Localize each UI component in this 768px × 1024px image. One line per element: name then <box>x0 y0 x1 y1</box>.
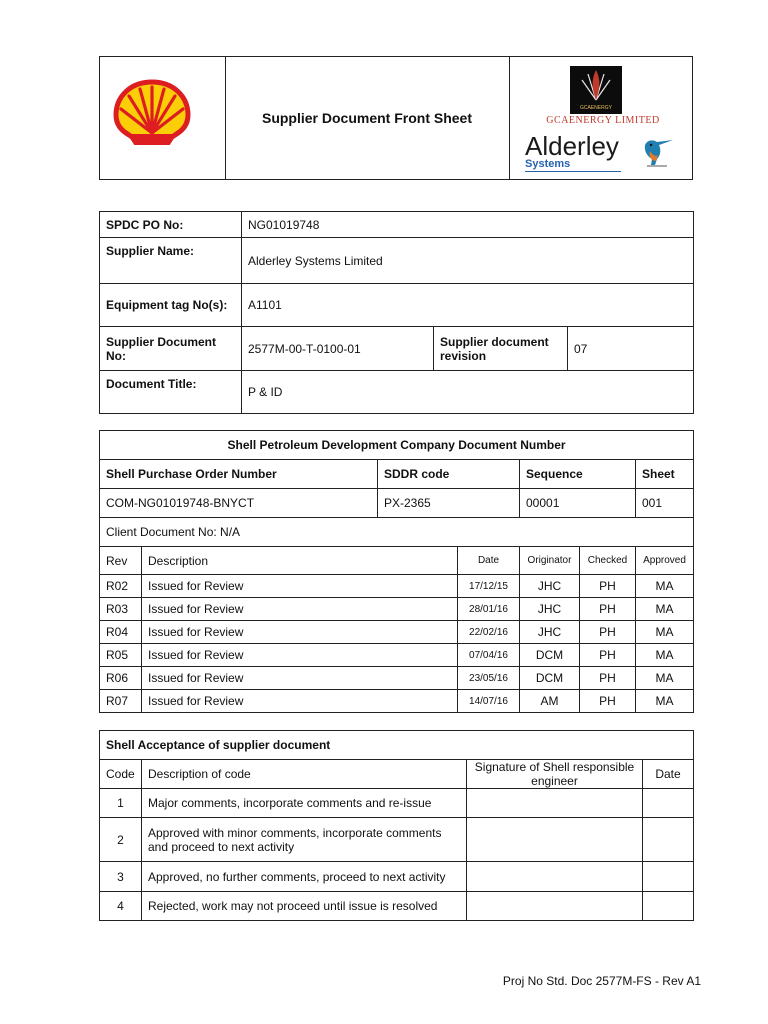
acceptance-column-header-row <box>100 760 694 789</box>
gca-logo-small-text: GCAENERGY <box>580 105 612 111</box>
purchase-order-header: Shell Purchase Order Number <box>100 460 378 489</box>
acceptance-code: 3 <box>100 862 142 892</box>
supplier-document-label: Supplier Document No: <box>100 327 242 371</box>
revision-row <box>100 667 694 690</box>
shell-logo-icon <box>112 79 192 145</box>
code-header: Code <box>100 760 142 789</box>
acceptance-date-cell <box>643 818 694 862</box>
revision-approved: MA <box>636 644 694 667</box>
footer-document-reference: Proj No Std. Doc 2577M-FS - Rev A1 <box>502 974 701 988</box>
gca-company-name: GCAENERGY LIMITED <box>546 115 660 126</box>
acceptance-code-description: Approved, no further comments, proceed to next activity <box>142 862 467 892</box>
acceptance-heading-row <box>100 731 694 760</box>
supplier-value: Alderley Systems Limited <box>242 238 694 284</box>
acceptance-date-header: Date <box>643 760 694 789</box>
revision-date: 14/07/16 <box>458 690 520 713</box>
spdc-column-header-row <box>100 460 694 489</box>
description-header: Description <box>142 547 458 575</box>
alderley-underline <box>525 171 621 172</box>
revision-date: 17/12/15 <box>458 575 520 598</box>
acceptance-code-row <box>100 789 694 818</box>
spdc-heading: Shell Petroleum Development Company Document Number <box>100 431 694 460</box>
spdc-value-row <box>100 489 694 518</box>
supplier-document-value: 2577M-00-T-0100-01 <box>242 327 434 371</box>
checked-header: Checked <box>580 547 636 575</box>
revision-rev: R06 <box>100 667 142 690</box>
supplier-info-table <box>99 211 694 414</box>
revision-originator: DCM <box>520 667 580 690</box>
document-title-row <box>100 371 694 414</box>
spdc-heading-row <box>100 431 694 460</box>
shell-logo-cell <box>100 57 226 179</box>
acceptance-code: 2 <box>100 818 142 862</box>
revision-rev: R07 <box>100 690 142 713</box>
revision-row <box>100 575 694 598</box>
revision-header-row <box>100 547 694 575</box>
document-title-value: P & ID <box>242 371 694 414</box>
acceptance-code-row <box>100 862 694 892</box>
revision-originator: AM <box>520 690 580 713</box>
po-label: SPDC PO No: <box>100 212 242 238</box>
equipment-tag-value: A1101 <box>242 284 694 327</box>
sheet-value: 001 <box>636 489 694 518</box>
po-value: NG01019748 <box>242 212 694 238</box>
revision-date: 22/02/16 <box>458 621 520 644</box>
revision-date: 07/04/16 <box>458 644 520 667</box>
revision-description: Issued for Review <box>142 690 458 713</box>
revision-row <box>100 644 694 667</box>
acceptance-code: 4 <box>100 892 142 921</box>
rev-header: Rev <box>100 547 142 575</box>
sddr-code-header: SDDR code <box>378 460 520 489</box>
revision-row <box>100 621 694 644</box>
signature-cell <box>467 789 643 818</box>
header-box <box>99 56 693 180</box>
date-header: Date <box>458 547 520 575</box>
revision-approved: MA <box>636 598 694 621</box>
revision-checked: PH <box>580 690 636 713</box>
revision-description: Issued for Review <box>142 644 458 667</box>
acceptance-date-cell <box>643 789 694 818</box>
gca-logo <box>570 66 622 114</box>
acceptance-code: 1 <box>100 789 142 818</box>
revision-description: Issued for Review <box>142 598 458 621</box>
alderley-name: Alderley <box>525 131 619 161</box>
kingfisher-bird-icon <box>637 131 677 171</box>
sequence-header: Sequence <box>520 460 636 489</box>
acceptance-code-description: Approved with minor comments, incorporate comments and proceed to next activity <box>142 818 467 862</box>
partner-logos-cell <box>509 57 692 179</box>
alderley-sub: Systems <box>525 158 571 170</box>
revision-checked: PH <box>580 575 636 598</box>
supplier-document-row <box>100 327 694 371</box>
revision-originator: DCM <box>520 644 580 667</box>
acceptance-table <box>99 730 694 921</box>
sequence-value: 00001 <box>520 489 636 518</box>
acceptance-code-description: Rejected, work may not proceed until issue is resolved <box>142 892 467 921</box>
signature-cell <box>467 892 643 921</box>
supplier-revision-label: Supplier document revision <box>434 327 568 371</box>
gca-flame-icon <box>570 66 622 106</box>
revision-checked: PH <box>580 667 636 690</box>
spdc-document-table <box>99 430 694 713</box>
document-title-label: Document Title: <box>100 371 242 414</box>
revision-rev: R04 <box>100 621 142 644</box>
revision-description: Issued for Review <box>142 667 458 690</box>
acceptance-code-row <box>100 818 694 862</box>
code-description-header: Description of code <box>142 760 467 789</box>
signature-cell <box>467 862 643 892</box>
revision-approved: MA <box>636 690 694 713</box>
revision-row <box>100 598 694 621</box>
document-title-heading: Supplier Document Front Sheet <box>225 57 510 179</box>
acceptance-date-cell <box>643 862 694 892</box>
acceptance-code-description: Major comments, incorporate comments and re-issue <box>142 789 467 818</box>
client-document-number: Client Document No: N/A <box>100 518 694 547</box>
revision-date: 28/01/16 <box>458 598 520 621</box>
sddr-code-value: PX-2365 <box>378 489 520 518</box>
revision-originator: JHC <box>520 621 580 644</box>
revision-rev: R03 <box>100 598 142 621</box>
revision-rev: R05 <box>100 644 142 667</box>
revision-approved: MA <box>636 667 694 690</box>
revision-checked: PH <box>580 621 636 644</box>
acceptance-date-cell <box>643 892 694 921</box>
revision-approved: MA <box>636 575 694 598</box>
revision-date: 23/05/16 <box>458 667 520 690</box>
revision-description: Issued for Review <box>142 621 458 644</box>
revision-checked: PH <box>580 644 636 667</box>
signature-header: Signature of Shell responsible engineer <box>467 760 643 789</box>
supplier-label: Supplier Name: <box>100 238 242 284</box>
supplier-row <box>100 238 694 284</box>
revision-checked: PH <box>580 598 636 621</box>
purchase-order-value: COM-NG01019748-BNYCT <box>100 489 378 518</box>
signature-cell <box>467 818 643 862</box>
approved-header: Approved <box>636 547 694 575</box>
supplier-revision-value: 07 <box>568 327 694 371</box>
revision-originator: JHC <box>520 598 580 621</box>
revision-approved: MA <box>636 621 694 644</box>
acceptance-heading: Shell Acceptance of supplier document <box>100 731 694 760</box>
revision-originator: JHC <box>520 575 580 598</box>
equipment-tag-label: Equipment tag No(s): <box>100 284 242 327</box>
po-row <box>100 212 694 238</box>
sheet-header: Sheet <box>636 460 694 489</box>
client-document-row <box>100 518 694 547</box>
revision-description: Issued for Review <box>142 575 458 598</box>
originator-header: Originator <box>520 547 580 575</box>
revision-row <box>100 690 694 713</box>
acceptance-code-row <box>100 892 694 921</box>
revision-rev: R02 <box>100 575 142 598</box>
equipment-tag-row <box>100 284 694 327</box>
